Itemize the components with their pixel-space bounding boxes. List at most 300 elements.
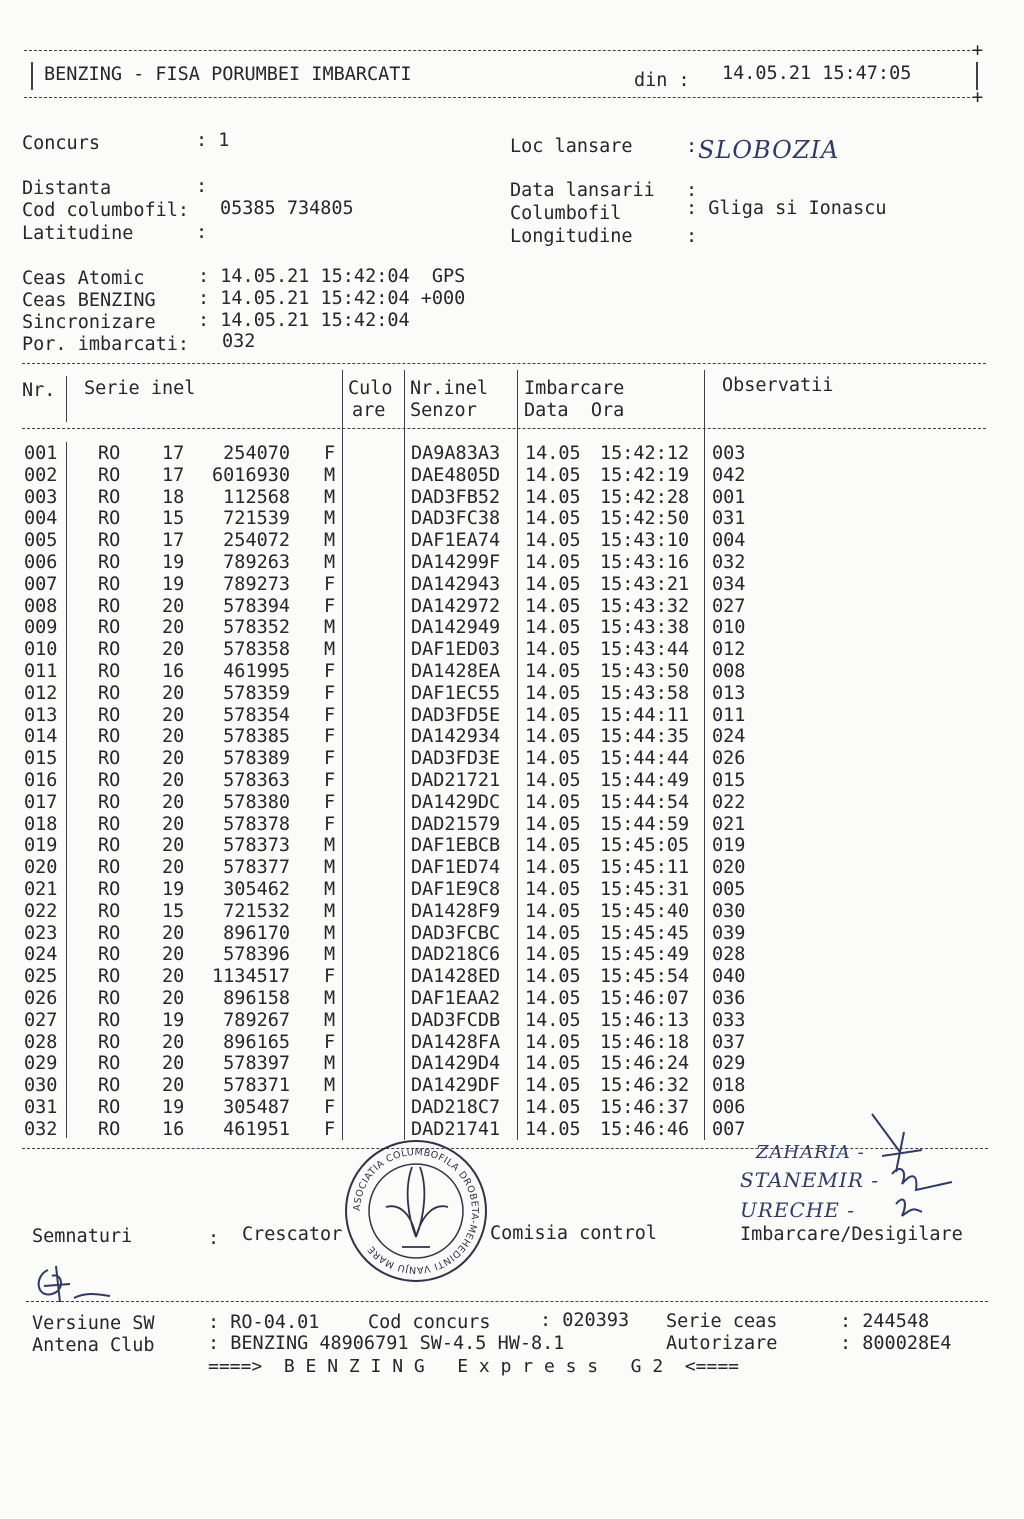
cell-nr: 020: [24, 857, 58, 879]
svg-text:ASOCIATIA COLUMBOFILA DROBETA-: [352, 1147, 480, 1275]
cell-data: 14.05: [525, 552, 581, 573]
cell-data: 14.05: [525, 900, 581, 922]
longitudine-value: :: [686, 226, 698, 247]
cell-observatii: 028: [712, 944, 746, 966]
cell-observatii: 007: [712, 1118, 746, 1140]
cell-ora: 15:43:32: [600, 595, 690, 617]
cell-an: 20: [162, 1053, 185, 1075]
antena-club-label: Antena Club: [32, 1335, 155, 1356]
cell-observatii: 006: [712, 1097, 746, 1118]
cell-an: 17: [162, 443, 185, 464]
cell-inel: 721539: [223, 508, 290, 530]
comisia-control-label: Comisia control: [490, 1223, 658, 1244]
cell-ora: 15:43:16: [600, 552, 690, 573]
header-right-border: [976, 62, 978, 90]
cell-senzor: DA9A83A3: [411, 443, 501, 464]
cell-senzor: DA142949: [411, 617, 501, 639]
cell-observatii: 026: [712, 748, 746, 770]
cell-sex: F: [324, 443, 336, 464]
cell-an: 20: [162, 704, 185, 726]
cell-senzor: DA14299F: [411, 552, 501, 573]
cell-tara: RO: [98, 748, 121, 770]
cell-data: 14.05: [525, 857, 581, 879]
cell-senzor: DA142934: [411, 726, 501, 748]
cell-inel: 578358: [223, 639, 290, 661]
cell-sex: M: [324, 879, 336, 900]
cell-data: 14.05: [525, 813, 581, 835]
crescator-label: Crescator: [242, 1224, 343, 1245]
concurs-label: Concurs: [22, 133, 100, 154]
cell-observatii: 019: [712, 835, 746, 857]
cell-senzor: DA1428FA: [411, 1031, 501, 1053]
cell-inel: 6016930: [212, 464, 290, 486]
cell-an: 16: [162, 661, 185, 682]
imbarcare-desigilare-label: Imbarcare/Desigilare: [740, 1224, 963, 1245]
cell-tara: RO: [98, 944, 121, 966]
header-top-border: [24, 50, 980, 51]
sincronizare-label: Sincronizare: [22, 312, 156, 333]
cell-data: 14.05: [525, 443, 581, 464]
por-imbarcati-value: 032: [222, 331, 256, 352]
cell-tara: RO: [98, 1075, 121, 1097]
cell-observatii: 010: [712, 617, 746, 639]
cell-an: 20: [162, 617, 185, 639]
cell-senzor: DAD218C7: [411, 1097, 501, 1118]
cell-ora: 15:43:50: [600, 661, 690, 682]
cell-tara: RO: [98, 813, 121, 835]
cell-an: 19: [162, 552, 185, 573]
cell-observatii: 024: [712, 726, 746, 748]
cell-tara: RO: [98, 879, 121, 900]
cell-observatii: 018: [712, 1075, 746, 1097]
cell-an: 20: [162, 726, 185, 748]
cell-data: 14.05: [525, 682, 581, 704]
cell-observatii: 022: [712, 791, 746, 813]
cell-data: 14.05: [525, 748, 581, 770]
cell-data: 14.05: [525, 1075, 581, 1097]
cell-tara: RO: [98, 704, 121, 726]
cell-sex: F: [324, 661, 336, 682]
columbofil-value: : Gliga si Ionascu: [686, 198, 887, 219]
cell-ora: 15:43:21: [600, 573, 690, 595]
col-divider: [517, 370, 518, 1140]
cod-concurs-label: Cod concurs: [368, 1312, 491, 1333]
cell-nr: 003: [24, 486, 58, 508]
col-divider: [66, 442, 67, 1138]
cell-data: 14.05: [525, 944, 581, 966]
cod-concurs-value: : 020393: [540, 1310, 630, 1331]
cell-tara: RO: [98, 508, 121, 530]
cell-an: 20: [162, 988, 185, 1009]
loc-lansare-colon: :: [686, 136, 698, 157]
cell-inel: 1134517: [212, 966, 290, 988]
col-serie-header: Serie inel: [84, 378, 196, 399]
header-corner-plus: +: [972, 87, 984, 108]
cell-senzor: DAD3FCBC: [411, 922, 501, 944]
semnaturi-label: Semnaturi: [32, 1226, 133, 1247]
cell-inel: 305487: [223, 1097, 290, 1118]
cell-sex: M: [324, 639, 336, 661]
header-bottom-border: [24, 97, 980, 98]
col-nrinel-header-2: Senzor: [410, 400, 477, 421]
columbofil-label: Columbofil: [510, 203, 622, 224]
cell-tara: RO: [98, 900, 121, 922]
cell-sex: M: [324, 1075, 336, 1097]
cell-sex: M: [324, 486, 336, 508]
cell-nr: 017: [24, 791, 58, 813]
cell-data: 14.05: [525, 1031, 581, 1053]
crescator-signature: [26, 1262, 116, 1306]
cell-nr: 029: [24, 1053, 58, 1075]
cell-senzor: DAF1ED03: [411, 639, 501, 661]
cell-sex: M: [324, 508, 336, 530]
cell-sex: M: [324, 552, 336, 573]
cell-senzor: DAF1EA74: [411, 530, 501, 552]
cell-nr: 010: [24, 639, 58, 661]
sincronizare-value: : 14.05.21 15:42:04: [198, 310, 410, 331]
cell-senzor: DAF1EAA2: [411, 988, 501, 1009]
cell-data: 14.05: [525, 988, 581, 1009]
cell-data: 14.05: [525, 726, 581, 748]
cell-sex: M: [324, 530, 336, 552]
cell-inel: 578378: [223, 813, 290, 835]
cell-sex: F: [324, 770, 336, 791]
cell-tara: RO: [98, 617, 121, 639]
cell-nr: 016: [24, 770, 58, 791]
cell-nr: 031: [24, 1097, 58, 1118]
cell-ora: 15:42:19: [600, 464, 690, 486]
cell-data: 14.05: [525, 770, 581, 791]
cell-an: 19: [162, 1097, 185, 1118]
serie-ceas-label: Serie ceas: [666, 1311, 778, 1332]
cod-columbofil-label: Cod columbofil:: [22, 200, 190, 221]
cell-an: 20: [162, 944, 185, 966]
cell-sex: F: [324, 1118, 336, 1140]
cell-tara: RO: [98, 639, 121, 661]
cell-ora: 15:43:44: [600, 639, 690, 661]
cell-an: 20: [162, 748, 185, 770]
concurs-value: : 1: [196, 130, 230, 151]
cell-inel: 578371: [223, 1075, 290, 1097]
ceas-benzing-label: Ceas BENZING: [22, 290, 156, 311]
autorizare-value: : 800028E4: [840, 1333, 952, 1354]
cell-senzor: DA1429D4: [411, 1053, 501, 1075]
cell-observatii: 029: [712, 1053, 746, 1075]
cell-data: 14.05: [525, 530, 581, 552]
footer-top-border: [26, 1301, 988, 1302]
col-nrinel-header: Nr.inel: [410, 378, 488, 399]
serie-ceas-value: : 244548: [840, 1311, 930, 1332]
cell-tara: RO: [98, 726, 121, 748]
cell-tara: RO: [98, 443, 121, 464]
col-observatii-header: Observatii: [722, 375, 834, 396]
cell-nr: 007: [24, 573, 58, 595]
cell-data: 14.05: [525, 1097, 581, 1118]
cell-an: 20: [162, 639, 185, 661]
cell-observatii: 033: [712, 1009, 746, 1031]
cell-nr: 014: [24, 726, 58, 748]
cell-tara: RO: [98, 1097, 121, 1118]
cell-ora: 15:44:49: [600, 770, 690, 791]
cell-ora: 15:45:11: [600, 857, 690, 879]
loc-lansare-label: Loc lansare: [510, 136, 633, 157]
cell-an: 17: [162, 464, 185, 486]
cell-senzor: DA142943: [411, 573, 501, 595]
cell-ora: 15:45:54: [600, 966, 690, 988]
cell-nr: 005: [24, 530, 58, 552]
cell-nr: 001: [24, 443, 58, 464]
cell-tara: RO: [98, 1118, 121, 1140]
cell-senzor: DAD3FD5E: [411, 704, 501, 726]
cell-inel: 578380: [223, 791, 290, 813]
cell-tara: RO: [98, 464, 121, 486]
cell-sex: M: [324, 922, 336, 944]
cell-inel: 254070: [223, 443, 290, 464]
cell-an: 20: [162, 791, 185, 813]
header-datetime: 14.05.21 15:47:05: [722, 63, 912, 84]
cell-senzor: DA1428ED: [411, 966, 501, 988]
cell-ora: 15:45:05: [600, 835, 690, 857]
cell-data: 14.05: [525, 573, 581, 595]
cell-senzor: DAD3FD3E: [411, 748, 501, 770]
cell-sex: M: [324, 857, 336, 879]
cell-senzor: DAD3FB52: [411, 486, 501, 508]
cell-data: 14.05: [525, 639, 581, 661]
cell-tara: RO: [98, 966, 121, 988]
cell-observatii: 011: [712, 704, 746, 726]
cell-observatii: 020: [712, 857, 746, 879]
col-divider: [404, 370, 405, 1140]
cell-ora: 15:42:28: [600, 486, 690, 508]
cell-inel: 578377: [223, 857, 290, 879]
document-title: BENZING - FISA PORUMBEI IMBARCATI: [44, 64, 412, 85]
col-divider: [66, 376, 67, 422]
cell-an: 20: [162, 966, 185, 988]
cell-sex: F: [324, 1097, 336, 1118]
cell-tara: RO: [98, 922, 121, 944]
por-imbarcati-label: Por. imbarcati:: [22, 334, 190, 355]
cell-nr: 011: [24, 661, 58, 682]
cell-an: 20: [162, 813, 185, 835]
cell-an: 20: [162, 595, 185, 617]
cell-observatii: 034: [712, 573, 746, 595]
cell-tara: RO: [98, 1031, 121, 1053]
cell-observatii: 042: [712, 464, 746, 486]
cell-senzor: DA1428F9: [411, 900, 501, 922]
col-culoare-header-2: are: [352, 400, 386, 421]
cell-nr: 012: [24, 682, 58, 704]
cell-senzor: DAD21579: [411, 813, 501, 835]
cell-an: 20: [162, 835, 185, 857]
cell-senzor: DA1429DC: [411, 791, 501, 813]
col-divider: [342, 370, 343, 1140]
cell-an: 15: [162, 900, 185, 922]
cell-data: 14.05: [525, 791, 581, 813]
cell-sex: F: [324, 791, 336, 813]
cell-an: 17: [162, 530, 185, 552]
cell-observatii: 021: [712, 813, 746, 835]
cell-an: 20: [162, 922, 185, 944]
cell-nr: 025: [24, 966, 58, 988]
cell-tara: RO: [98, 835, 121, 857]
cell-an: 19: [162, 1009, 185, 1031]
data-lansarii-label: Data lansarii: [510, 180, 655, 201]
loc-lansare-value: SLOBOZIA: [698, 136, 840, 164]
cell-observatii: 004: [712, 530, 746, 552]
cell-nr: 002: [24, 464, 58, 486]
cell-nr: 024: [24, 944, 58, 966]
cell-inel: 578397: [223, 1053, 290, 1075]
cell-ora: 15:43:38: [600, 617, 690, 639]
cell-inel: 578394: [223, 595, 290, 617]
cell-nr: 021: [24, 879, 58, 900]
cell-an: 18: [162, 486, 185, 508]
cell-observatii: 036: [712, 988, 746, 1009]
cell-ora: 15:44:44: [600, 748, 690, 770]
cell-an: 20: [162, 1031, 185, 1053]
cell-observatii: 015: [712, 770, 746, 791]
cell-data: 14.05: [525, 1118, 581, 1140]
cell-tara: RO: [98, 682, 121, 704]
cell-nr: 028: [24, 1031, 58, 1053]
cell-nr: 022: [24, 900, 58, 922]
col-divider: [704, 370, 705, 1140]
data-lansarii-value: :: [686, 180, 698, 201]
cell-sex: F: [324, 813, 336, 835]
header-din-label: din :: [634, 70, 690, 91]
cell-data: 14.05: [525, 595, 581, 617]
cell-nr: 015: [24, 748, 58, 770]
cell-observatii: 039: [712, 922, 746, 944]
cell-ora: 15:46:07: [600, 988, 690, 1009]
cell-nr: 006: [24, 552, 58, 573]
cell-inel: 578359: [223, 682, 290, 704]
cell-data: 14.05: [525, 704, 581, 726]
cell-nr: 013: [24, 704, 58, 726]
cell-data: 14.05: [525, 508, 581, 530]
cell-senzor: DAF1EC55: [411, 682, 501, 704]
header-left-border: [31, 62, 33, 90]
cell-ora: 15:45:40: [600, 900, 690, 922]
cell-ora: 15:44:11: [600, 704, 690, 726]
cell-ora: 15:44:59: [600, 813, 690, 835]
cell-tara: RO: [98, 1009, 121, 1031]
cell-nr: 026: [24, 988, 58, 1009]
cell-nr: 004: [24, 508, 58, 530]
ceas-benzing-value: : 14.05.21 15:42:04 +000: [198, 288, 466, 309]
cell-observatii: 030: [712, 900, 746, 922]
cell-ora: 15:44:35: [600, 726, 690, 748]
cell-observatii: 001: [712, 486, 746, 508]
longitudine-label: Longitudine: [510, 226, 633, 247]
cell-inel: 896165: [223, 1031, 290, 1053]
cell-sex: M: [324, 464, 336, 486]
cell-tara: RO: [98, 857, 121, 879]
cell-inel: 578373: [223, 835, 290, 857]
col-imbarcare-header-2: Data Ora: [524, 400, 625, 421]
cell-observatii: 003: [712, 443, 746, 464]
cell-observatii: 008: [712, 661, 746, 682]
cell-tara: RO: [98, 770, 121, 791]
cell-an: 15: [162, 508, 185, 530]
cell-observatii: 005: [712, 879, 746, 900]
cell-nr: 027: [24, 1009, 58, 1031]
cell-data: 14.05: [525, 922, 581, 944]
cell-ora: 15:46:46: [600, 1118, 690, 1140]
cell-inel: 254072: [223, 530, 290, 552]
ceas-atomic-label: Ceas Atomic: [22, 268, 145, 289]
cell-sex: F: [324, 726, 336, 748]
cell-inel: 789267: [223, 1009, 290, 1031]
cell-an: 20: [162, 770, 185, 791]
cell-observatii: 012: [712, 639, 746, 661]
latitudine-value: :: [196, 222, 208, 243]
cell-ora: 15:43:58: [600, 682, 690, 704]
cell-observatii: 013: [712, 682, 746, 704]
cell-senzor: DA1428EA: [411, 661, 501, 682]
cell-ora: 15:46:13: [600, 1009, 690, 1031]
cell-sex: F: [324, 748, 336, 770]
cell-sex: F: [324, 573, 336, 595]
cell-ora: 15:43:10: [600, 530, 690, 552]
cell-observatii: 032: [712, 552, 746, 573]
cell-tara: RO: [98, 552, 121, 573]
cell-inel: 578352: [223, 617, 290, 639]
ceas-atomic-value: : 14.05.21 15:42:04 GPS: [198, 266, 466, 287]
cell-nr: 030: [24, 1075, 58, 1097]
cell-data: 14.05: [525, 464, 581, 486]
cell-senzor: DAD3FC38: [411, 508, 501, 530]
cell-sex: M: [324, 1009, 336, 1031]
cell-an: 20: [162, 682, 185, 704]
semnaturi-colon: :: [208, 1228, 220, 1249]
cell-nr: 019: [24, 835, 58, 857]
cell-sex: F: [324, 966, 336, 988]
cell-inel: 578396: [223, 944, 290, 966]
antena-club-value: : BENZING 48906791 SW-4.5 HW-8.1: [208, 1333, 565, 1354]
cell-data: 14.05: [525, 1009, 581, 1031]
club-stamp: [342, 1137, 490, 1285]
cell-inel: 789263: [223, 552, 290, 573]
cell-sex: M: [324, 944, 336, 966]
cell-nr: 032: [24, 1118, 58, 1140]
stamp-text: ASOCIATIA COLUMBOFILA DROBETA-MEHEDINTI VANJU MARE: [351, 1146, 481, 1276]
autorizare-label: Autorizare: [666, 1333, 778, 1354]
distanta-label: Distanta: [22, 178, 112, 199]
cell-inel: 721532: [223, 900, 290, 922]
cell-an: 19: [162, 879, 185, 900]
cell-an: 19: [162, 573, 185, 595]
cell-data: 14.05: [525, 835, 581, 857]
cell-senzor: DA142972: [411, 595, 501, 617]
cell-an: 20: [162, 857, 185, 879]
cell-inel: 789273: [223, 573, 290, 595]
cell-senzor: DAE4805D: [411, 464, 501, 486]
cell-data: 14.05: [525, 879, 581, 900]
cell-inel: 896170: [223, 922, 290, 944]
cell-observatii: 040: [712, 966, 746, 988]
cell-ora: 15:46:32: [600, 1075, 690, 1097]
cell-an: 16: [162, 1118, 185, 1140]
handwritten-name: URECHE -: [740, 1198, 855, 1222]
handwritten-name: STANEMIR -: [740, 1168, 880, 1192]
cell-senzor: DA1429DF: [411, 1075, 501, 1097]
latitudine-label: Latitudine: [22, 223, 134, 244]
distanta-value: :: [196, 176, 208, 197]
cell-senzor: DAF1E9C8: [411, 879, 501, 900]
cell-sex: M: [324, 900, 336, 922]
versiune-sw-value: : RO-04.01: [208, 1312, 320, 1333]
